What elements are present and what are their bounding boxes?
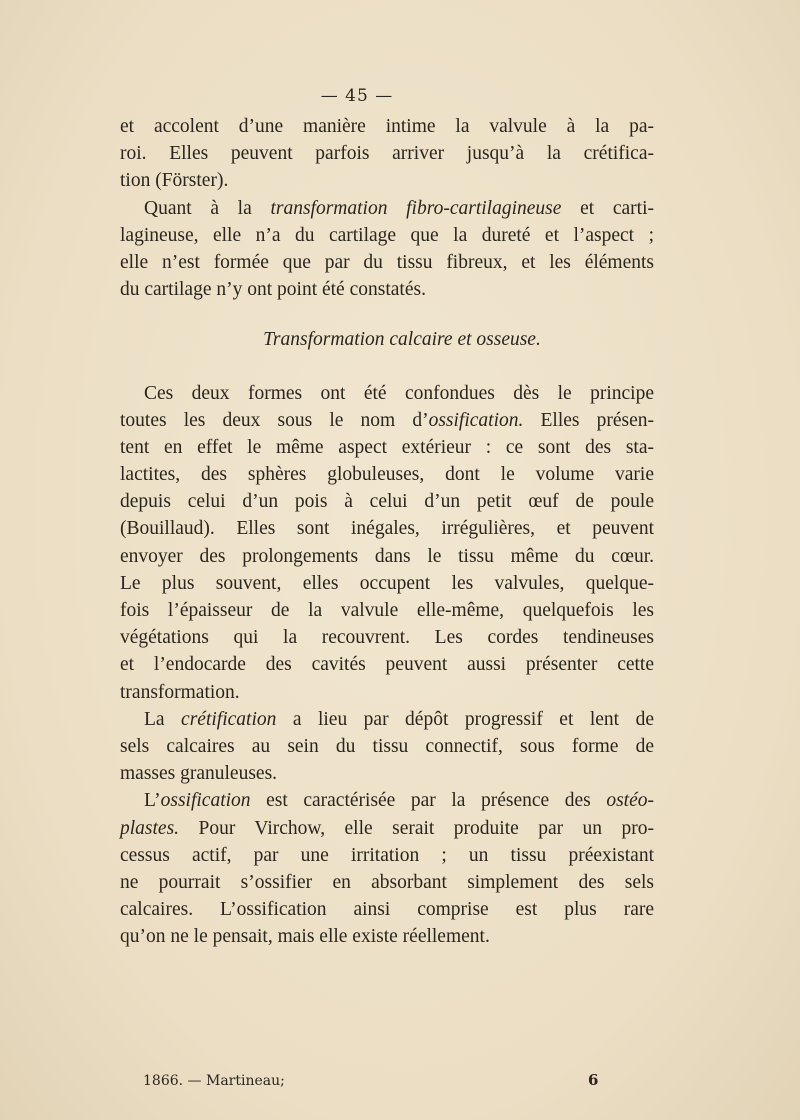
text-run: Pour Virchow, elle serait produite par un pro- bbox=[179, 817, 654, 839]
text-line: fois l’épaisseur de la valvule elle-même, quelquefois les bbox=[120, 600, 654, 621]
text-line: du cartilage n’y ont point été constatés. bbox=[120, 279, 426, 301]
text-line: Ces deux formes ont été confondues dès le principe bbox=[144, 382, 654, 404]
text-line: calcaires. L’ossification ainsi comprise est plus rare bbox=[120, 899, 654, 921]
text-line: cessus actif, par une irritation ; un tissu préexistant bbox=[120, 844, 654, 866]
italic-term: transformation fibro-cartilagineuse bbox=[270, 197, 562, 219]
text-line: elle n’est formée que par du tissu fibreux, et les éléments bbox=[120, 251, 654, 273]
section-heading: Transformation calcaire et osseuse. bbox=[263, 329, 541, 351]
text-line: sels calcaires au sein du tissu connectif, sous forme de bbox=[120, 735, 654, 757]
italic-term: ostéo- bbox=[606, 790, 654, 812]
text-line: et accolent d’une manière intime la valvule à la pa- bbox=[120, 116, 654, 137]
text-line: végétations qui la recouvrent. Les cordes tendineuses bbox=[120, 627, 654, 649]
footer-signature: 1866. — Martineau; bbox=[143, 1073, 285, 1089]
page-number: — 45 — bbox=[320, 86, 394, 106]
text-line: masses granuleuses. bbox=[120, 763, 278, 785]
italic-term: plastes. bbox=[120, 817, 180, 839]
italic-term: crétification bbox=[181, 708, 277, 730]
text-line bbox=[120, 407, 654, 434]
text-line: roi. Elles peuvent parfois arriver jusqu’à la crétifica- bbox=[120, 143, 654, 165]
text-run: a lieu par dépôt progressif et lent de bbox=[276, 708, 654, 730]
text-line: ne pourrait s’ossifier en absorbant simplement des sels bbox=[120, 871, 654, 893]
text-line bbox=[120, 787, 654, 814]
text-line: transformation. bbox=[120, 681, 240, 703]
text-line bbox=[120, 815, 654, 842]
text-line: envoyer des prolongements dans le tissu même du cœur. bbox=[120, 545, 654, 567]
text-run: Quant à la bbox=[144, 197, 271, 219]
text-line: tent en effet le même aspect extérieur : ce sont des sta- bbox=[120, 436, 654, 458]
text-run: Elles présen- bbox=[523, 409, 654, 431]
text-line: lagineuse, elle n’a du cartilage que la dureté et l’aspect ; bbox=[120, 224, 654, 246]
text-line: tion (Förster). bbox=[120, 170, 229, 192]
text-run: L’ bbox=[144, 790, 161, 812]
text-run: toutes les deux sous le nom d’ bbox=[120, 409, 429, 431]
text-line: qu’on ne le pensait, mais elle existe réellement. bbox=[120, 926, 490, 948]
italic-term: ossification bbox=[160, 790, 251, 812]
text-line: lactites, des sphères globuleuses, dont le volume varie bbox=[120, 464, 654, 486]
footer-signature-number: 6 bbox=[588, 1071, 599, 1089]
body-text bbox=[120, 113, 654, 950]
text-line: et l’endocarde des cavités peuvent aussi présenter cette bbox=[120, 654, 654, 676]
text-line bbox=[120, 706, 654, 733]
text-run: est caractérisée par la présence des bbox=[250, 790, 607, 812]
text-run: et carti- bbox=[561, 197, 654, 219]
text-run: La bbox=[144, 708, 182, 730]
text-line: depuis celui d’un pois à celui d’un petit œuf de poule bbox=[120, 491, 654, 513]
text-line: (Bouillaud). Elles sont inégales, irrégulières, et peuvent bbox=[120, 518, 654, 540]
italic-term: ossification. bbox=[428, 409, 524, 431]
text-line: Le plus souvent, elles occupent les valvules, quelque- bbox=[120, 572, 654, 594]
text-line bbox=[120, 195, 654, 222]
